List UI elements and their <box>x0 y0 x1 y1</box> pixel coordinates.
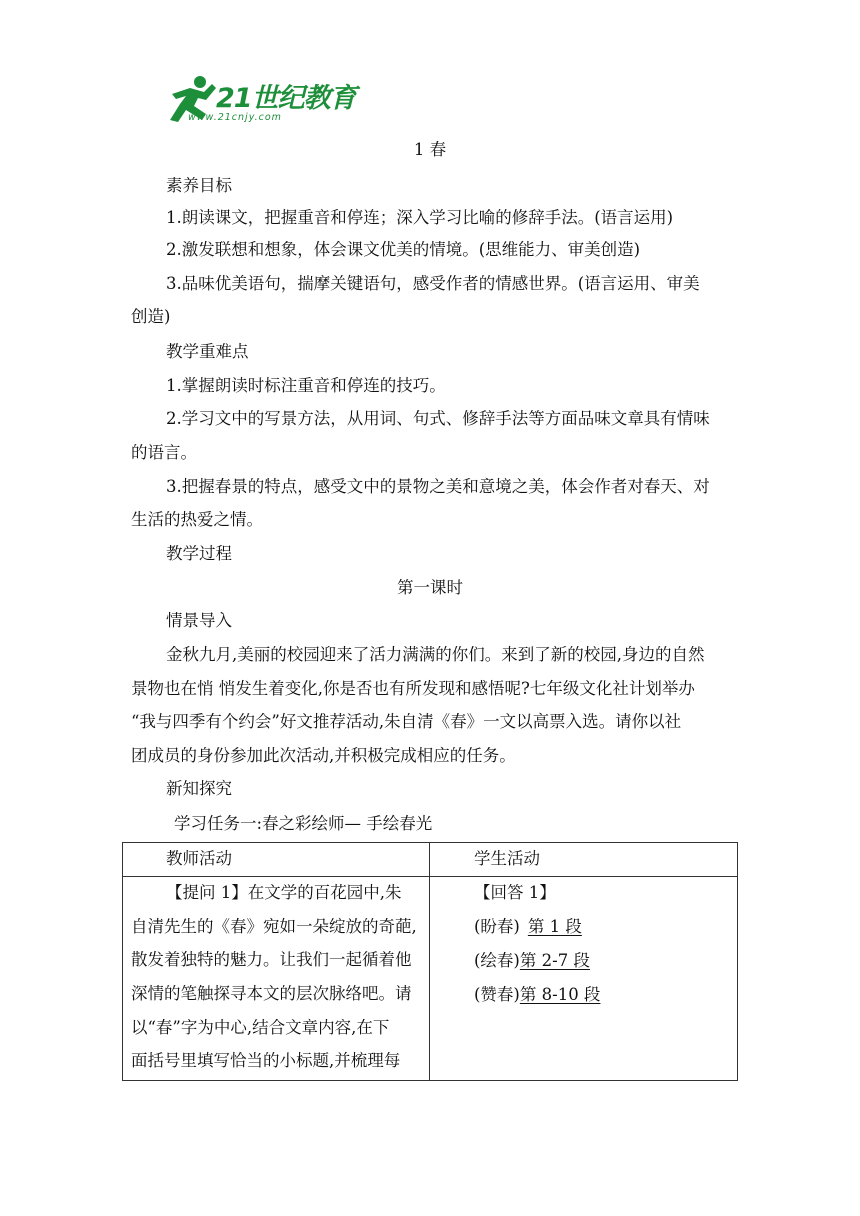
teacher-activity-line: 以“春”字为中心,结合文章内容,在下 <box>131 1018 390 1037</box>
answer-row <box>474 985 600 1005</box>
answer-title: 【回答 1】 <box>474 883 556 902</box>
answer-value: 第 2-7 段 <box>519 951 590 970</box>
intro-paragraph: “我与四季有个约会”好文推荐活动,朱自清《春》一文以高票入选。请你以社 <box>131 712 682 731</box>
intro-paragraph: 团成员的身份参加此次活动,并积极完成相应的任务。 <box>131 746 516 765</box>
table-header-teacher-label: 教师活动 <box>166 849 232 868</box>
task-heading: 学习任务一:春之彩绘师— 手绘春光 <box>174 814 433 833</box>
answer-label: (绘春) <box>474 951 520 970</box>
section-heading-process: 教学过程 <box>166 544 232 563</box>
teacher-activity-line: 自清先生的《春》宛如一朵绽放的奇葩, <box>131 917 417 936</box>
goal-item: 1.朗读课文，把握重音和停连；深入学习比喻的修辞手法。(语言运用) <box>166 208 674 227</box>
key-item-continued: 生活的热爱之情。 <box>131 510 263 529</box>
key-item-continued: 的语言。 <box>131 443 197 462</box>
logo-url: www.21cnjy.com <box>188 112 282 123</box>
table-header-student-label: 学生活动 <box>474 849 540 868</box>
teacher-activity-line: 面括号里填写恰当的小标题,并梳理每 <box>131 1051 401 1070</box>
teacher-activity-cell <box>123 877 430 1081</box>
answer-value: 第 1 段 <box>527 917 582 936</box>
intro-paragraph: 景物也在悄 悄发生着变化,你是否也有所发现和感悟呢?七年级文化社计划举办 <box>131 679 695 698</box>
answer-label: (盼春) <box>474 917 520 936</box>
key-item: 1.掌握朗读时标注重音和停连的技巧。 <box>166 376 446 395</box>
logo-brand: 21世纪教育 <box>216 83 356 114</box>
goal-item-continued: 创造) <box>131 307 171 326</box>
answer-row <box>474 951 590 971</box>
teacher-activity-line: 【提问 1】在文学的百花园中,朱 <box>166 883 402 902</box>
key-item: 3.把握春景的特点，感受文中的景物之美和意境之美，体会作者对春天、对 <box>166 477 710 496</box>
goal-item: 2.激发联想和想象，体会课文优美的情境。(思维能力、审美创造) <box>166 240 641 259</box>
answer-value: 第 8-10 段 <box>519 985 601 1004</box>
lesson-heading: 第一课时 <box>397 578 463 597</box>
section-heading-goals: 素养目标 <box>166 176 232 195</box>
page-title: 1 春 <box>413 140 447 159</box>
section-heading-intro: 情景导入 <box>166 611 232 630</box>
goal-item: 3.品味优美语句，揣摩关键语句，感受作者的情感世界。(语言运用、审美 <box>166 274 700 293</box>
teacher-activity-line: 深情的笔触探寻本文的层次脉络吧。请 <box>131 984 412 1003</box>
intro-paragraph: 金秋九月,美丽的校园迎来了活力满满的你们。来到了新的校园,身边的自然 <box>166 645 705 664</box>
key-item: 2.学习文中的写景方法，从用词、句式、修辞手法等方面品味文章具有情味 <box>166 409 710 428</box>
section-heading-explore: 新知探究 <box>166 779 232 798</box>
answer-row <box>474 917 582 937</box>
student-activity-cell <box>430 877 738 1081</box>
teacher-activity-line: 散发着独特的魅力。让我们一起循着他 <box>131 950 412 969</box>
section-heading-key: 教学重难点 <box>166 342 249 361</box>
answer-label: (赞春) <box>474 985 520 1004</box>
